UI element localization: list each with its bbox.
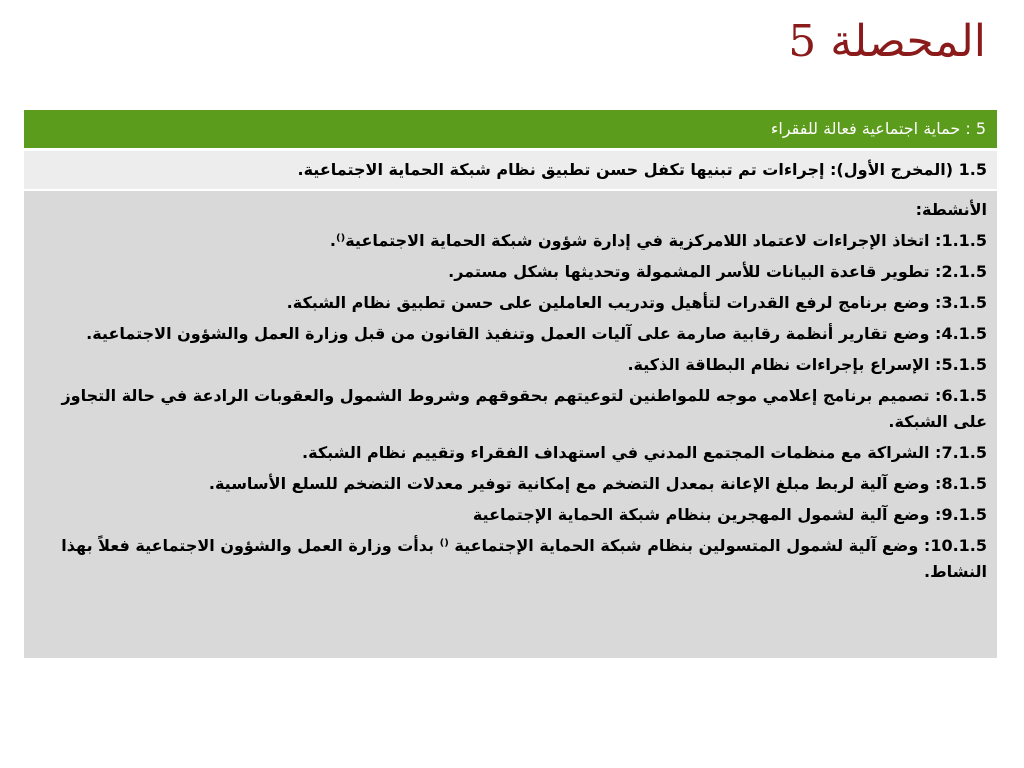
activity-number: 10.1.5: [923, 536, 987, 555]
activity-text: وضع تقارير أنظمة رقابية صارمة على آليات العمل وتنفيذ القانون من قبل وزارة العمل والشؤون الاجتماعية. [86, 324, 930, 343]
activity-number: 7.1.5: [935, 443, 987, 462]
table-header-row: 5 : حماية اجتماعية فعالة للفقراء [24, 110, 997, 148]
activities-label: الأنشطة: [915, 200, 987, 219]
activities-section [24, 191, 997, 658]
activity-number: 5.1.5: [935, 355, 987, 374]
activity-item [36, 321, 987, 347]
activity-item [36, 259, 987, 285]
activity-number: 3.1.5: [935, 293, 987, 312]
output-row: 1.5 (المخرج الأول): إجراءات تم تبنيها تكفل حسن تطبيق نظام شبكة الحماية الاجتماعية. [24, 151, 997, 189]
activity-text: الشراكة مع منظمات المجتمع المدني في استهداف الفقراء وتقييم نظام الشبكة. [302, 443, 930, 462]
activity-text: اتخاذ الإجراءات لاعتماد اللامركزية في إدارة شؤون شبكة الحماية الاجتماعية⁽⁾. [329, 231, 930, 250]
activity-item [36, 502, 987, 528]
activity-item [36, 440, 987, 466]
activity-item [36, 290, 987, 316]
activity-number: 2.1.5: [935, 262, 987, 281]
activity-number: 8.1.5: [935, 474, 987, 493]
activity-text: وضع برنامج لرفع القدرات لتأهيل وتدريب العاملين على حسن تطبيق نظام الشبكة. [286, 293, 930, 312]
activity-item [36, 352, 987, 378]
activity-number: 6.1.5: [935, 386, 987, 405]
activity-item [36, 228, 987, 254]
activity-text: وضع آلية لربط مبلغ الإعانة بمعدل التضخم مع إمكانية توفير معدلات التضخم للسلع الأساسية. [208, 474, 930, 493]
activity-item [36, 471, 987, 497]
activity-number: 9.1.5: [935, 505, 987, 524]
slide-title: المحصلة 5 [788, 16, 986, 67]
activity-item [36, 383, 987, 435]
activity-text: تطوير قاعدة البيانات للأسر المشمولة وتحديثها بشكل مستمر. [448, 262, 930, 281]
outcome-table [24, 110, 997, 658]
activity-number: 1.1.5: [935, 231, 987, 250]
activity-text: وضع آلية لشمول المتسولين بنظام شبكة الحماية الإجتماعية ⁽⁾ بدأت وزارة العمل والشؤون الاجتماعية فعلاً بهذا النشاط. [61, 536, 987, 581]
activity-text: وضع آلية لشمول المهجرين بنظام شبكة الحماية الإجتماعية [472, 505, 930, 524]
activity-text: الإسراع بإجراءات نظام البطاقة الذكية. [627, 355, 930, 374]
activity-number: 4.1.5: [935, 324, 987, 343]
activity-item [36, 533, 987, 585]
activity-text: تصميم برنامج إعلامي موجه للمواطنين لتوعيتهم بحقوقهم وشروط الشمول والعقوبات الرادعة في حالة التجاوز على الشبكة. [61, 386, 987, 431]
